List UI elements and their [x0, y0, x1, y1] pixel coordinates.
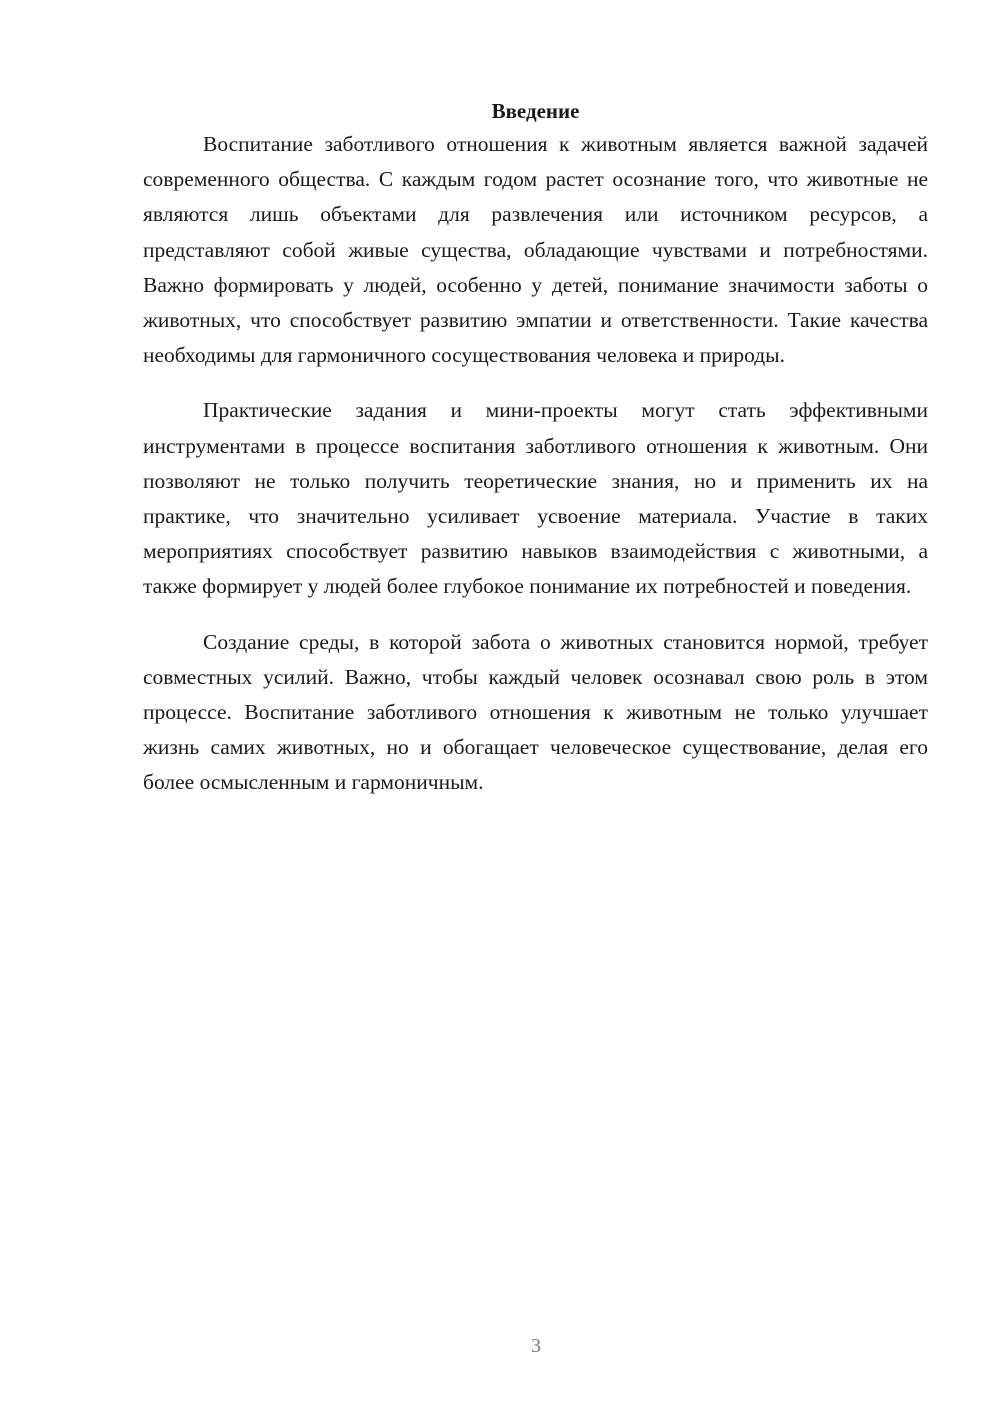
- page-content: [143, 95, 928, 821]
- paragraph-3: Создание среды, в которой забота о животных становится нормой, требует совместных усилий. Важно, чтобы каждый человек осознавал свою роль в этом процессе. Воспитание заботливого отношения к животным не только улучшает жизнь самих животных, но и обогащает человеческое существование, делая его более осмысленным и гармоничным.: [143, 629, 928, 795]
- paragraph-1: Воспитание заботливого отношения к животным является важной задачей современного общества. С каждым годом растет осознание того, что животные не являются лишь объектами для развлечения или источником ресурсов, а представляют собой живые существа, обладающие чувствами и потребностями. Важно формировать у людей, особенно у детей, понимание значимости заботы о животных, что способствует развитию эмпатии и ответственности. Такие качества необходимы для гармоничного сосуществования человека и природы.: [143, 132, 928, 368]
- paragraph-2: Практические задания и мини-проекты могут стать эффективными инструментами в процессе воспитания заботливого отношения к животным. Они позволяют не только получить теоретические знания, но и применить их на практике, что значительно усиливает усвоение материала. Участие в таких мероприятиях способствует развитию навыков взаимодействия с животными, а также формирует у людей более глубокое понимание их потребностей и поведения.: [143, 398, 928, 599]
- section-title: Введение: [491, 99, 580, 123]
- page-number: 3: [531, 1335, 541, 1357]
